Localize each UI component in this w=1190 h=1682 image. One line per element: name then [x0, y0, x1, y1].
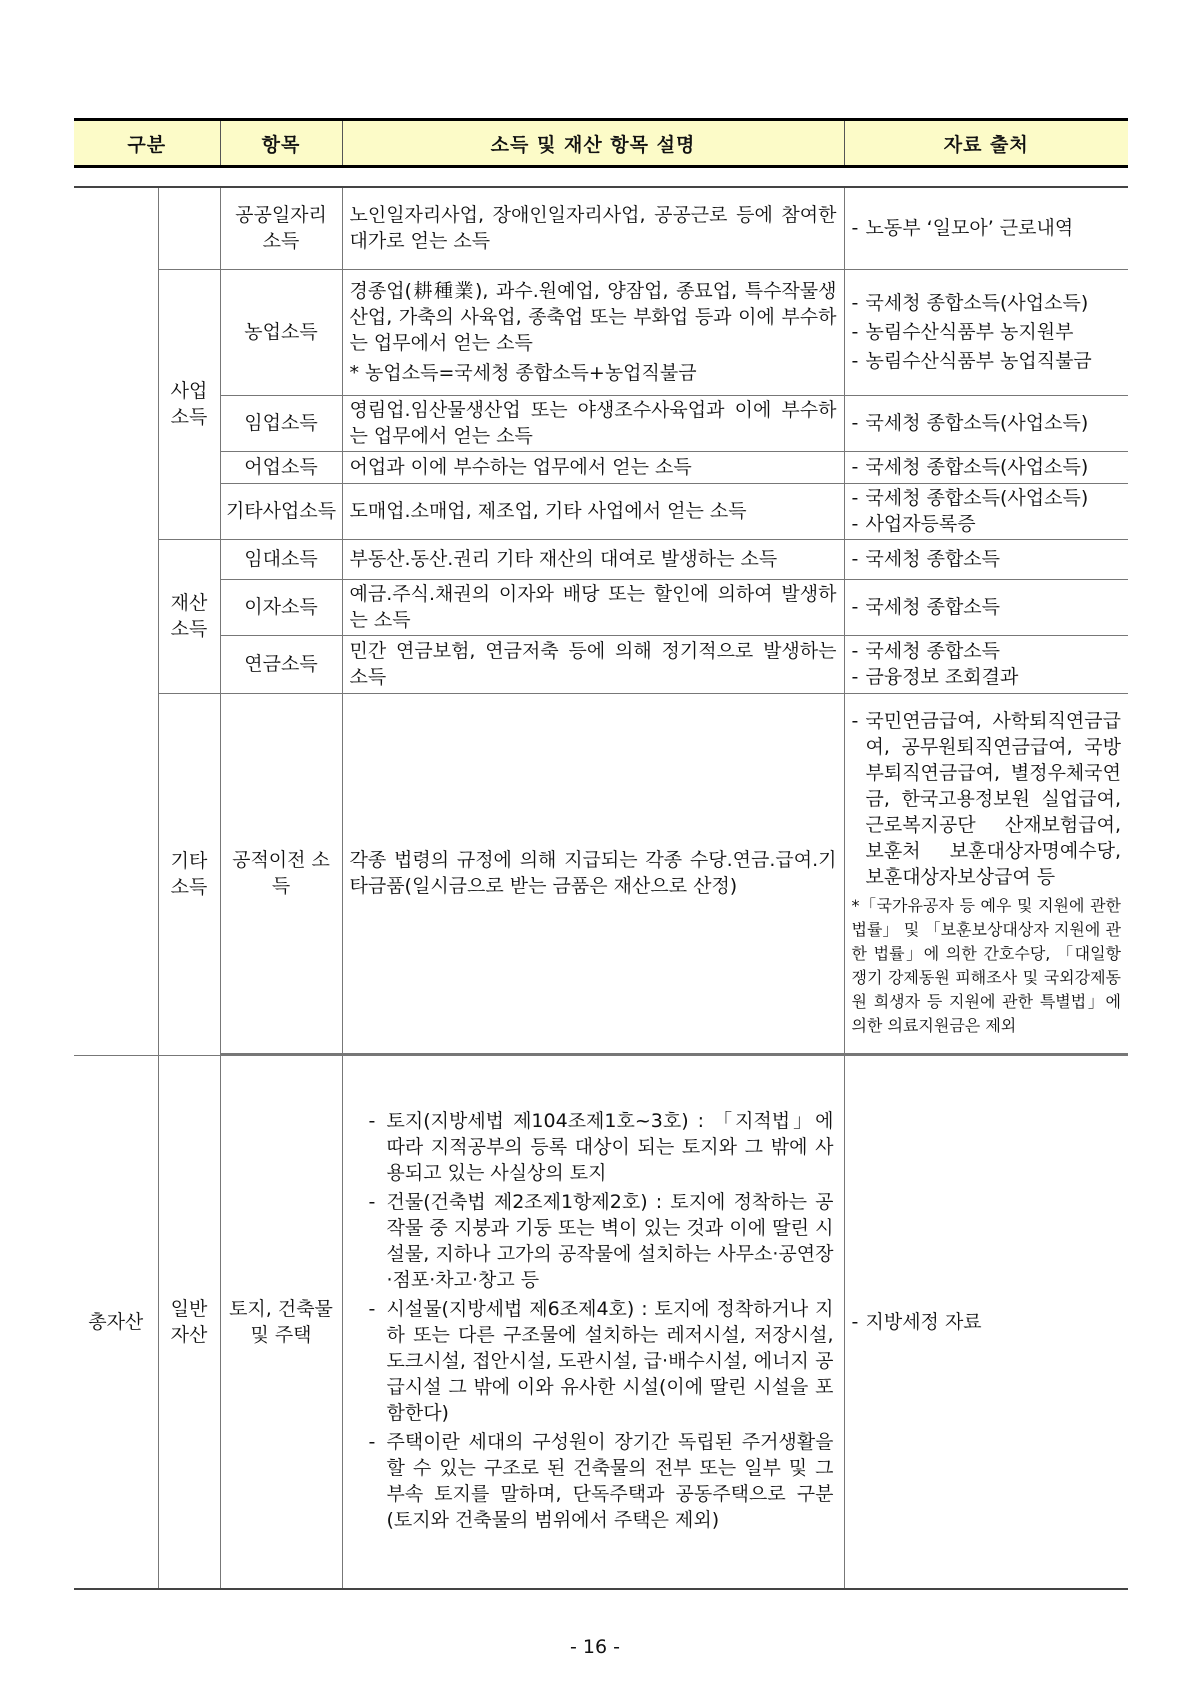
desc-farm: [342, 269, 844, 395]
source-line: - 국세청 종합소득: [852, 546, 1122, 572]
group-business-income: 사업 소득: [158, 269, 220, 539]
table-row: [74, 395, 1128, 451]
source-line: - 국세청 종합소득(사업소득): [852, 290, 1122, 316]
desc-farm-text: 경종업(耕種業), 과수.원예업, 양잠업, 종묘업, 특수작물생산업, 가축의 사육업, 종축업 또는 부화업 등과 이에 부수하는 업무에서 얻는 소득: [349, 280, 837, 354]
header-category: 구분: [74, 120, 220, 167]
item-forest: 임업소득: [220, 395, 342, 451]
source-line: - 금융정보 조회결과: [852, 664, 1122, 690]
desc-rent: 부동산.동산.권리 기타 재산의 대여로 발생하는 소득: [342, 539, 844, 579]
source-line: - 지방세정 자료: [852, 1309, 1122, 1335]
table-row: [74, 451, 1128, 483]
source-land-buildings-housing: [844, 1055, 1128, 1589]
blank-group-cell: [74, 187, 158, 1055]
source-line: - 사업자등록증: [852, 511, 1122, 537]
source-line: - 국세청 종합소득: [852, 638, 1122, 664]
table-row: [74, 187, 1128, 269]
header-description: 소득 및 재산 항목 설명: [342, 120, 844, 167]
group-other-income: 기타 소득: [158, 693, 220, 1055]
source-interest: [844, 579, 1128, 635]
source-rent: [844, 539, 1128, 579]
table-row: [74, 579, 1128, 635]
table-row: [74, 693, 1128, 1053]
item-fishery: 어업소득: [220, 451, 342, 483]
page-number: - 16 -: [570, 1636, 620, 1658]
source-line: - 농림수산식품부 농지원부: [852, 319, 1122, 345]
item-land-buildings-housing: 토지, 건축물 및 주택: [220, 1055, 342, 1589]
table-row: [74, 483, 1128, 539]
source-line: - 노동부 ‘일모아’ 근로내역: [852, 215, 1122, 241]
item-rent: 임대소득: [220, 539, 342, 579]
desc-bullet: - 주택이란 세대의 구성원이 장기간 독립된 주거생활을 할 수 있는 구조로 된 건축물의 전부 또는 일부 및 그 부속 토지를 말하며, 단독주택과 공동주택으로 구분(토지와 건축물의 범위에서 주택은 제외): [369, 1429, 834, 1533]
item-pension: 연금소득: [220, 635, 342, 693]
item-public-transfer: 공적이전 소득: [220, 693, 342, 1053]
income-property-table: [74, 186, 1128, 1590]
source-fishery: [844, 451, 1128, 483]
header-source: 자료 출처: [844, 120, 1128, 167]
group-property-income: 재산 소득: [158, 539, 220, 693]
group-total-assets: 총자산: [74, 1055, 158, 1589]
desc-bullet: - 건물(건축법 제2조제1항제2호) : 토지에 정착하는 공작물 중 지붕과 기둥 또는 벽이 있는 것과 이에 딸린 시설물, 지하나 고가의 공작물에 설치하는 사무소·공연장·점포·차고·창고 등: [369, 1189, 834, 1293]
desc-bullet: - 시설물(지방세법 제6조제4호) : 토지에 정착하거나 지하 또는 다른 구조물에 설치하는 레저시설, 저장시설, 도크시설, 접안시설, 도관시설, 급·배수시설, 에너지 공급시설 그 밖에 이와 유사한 시설(이에 딸린 시설을 포함한다): [369, 1296, 834, 1426]
desc-public-job: 노인일자리사업, 장애인일자리사업, 공공근로 등에 참여한 대가로 얻는 소득: [342, 187, 844, 269]
table-row: [74, 635, 1128, 693]
source-line: - 국세청 종합소득: [852, 594, 1122, 620]
source-line: - 국세청 종합소득(사업소득): [852, 485, 1122, 511]
source-public-transfer: [844, 693, 1128, 1053]
desc-land-buildings-housing: [342, 1055, 844, 1589]
source-forest: [844, 395, 1128, 451]
item-farm: 농업소득: [220, 269, 342, 395]
subgroup-general-assets: 일반 자산: [158, 1055, 220, 1589]
desc-forest: 영림업.임산물생산업 또는 야생조수사육업과 이에 부수하는 업무에서 얻는 소득: [342, 395, 844, 451]
desc-other-business: 도매업.소매업, 제조업, 기타 사업에서 얻는 소득: [342, 483, 844, 539]
source-farm: [844, 269, 1128, 395]
source-line: - 국민연금급여, 사학퇴직연금급여, 공무원퇴직연금급여, 국방부퇴직연금급여, 별정우체국연금, 한국고용정보원 실업급여, 근로복지공단 산재보험급여, 보훈처 보훈대상자명예수당, 보훈대상자보상급여 등: [852, 708, 1122, 890]
desc-fishery: 어업과 이에 부수하는 업무에서 얻는 소득: [342, 451, 844, 483]
table-row: [74, 269, 1128, 395]
desc-public-transfer: 각종 법령의 규정에 의해 지급되는 각종 수당.연금.급여.기타금품(일시금으로 받는 금품은 재산으로 산정): [342, 693, 844, 1053]
item-public-job: 공공일자리 소득: [220, 187, 342, 269]
source-line: - 농림수산식품부 농업직불금: [852, 348, 1122, 374]
item-interest: 이자소득: [220, 579, 342, 635]
table-row: [74, 1055, 1128, 1589]
desc-farm-note: * 농업소득=국세청 종합소득+농업직불금: [349, 362, 697, 384]
desc-bullet: - 토지(지방세법 제104조제1호~3호) : 「지적법」에 따라 지적공부의 등록 대상이 되는 토지와 그 밖에 사용되고 있는 사실상의 토지: [369, 1108, 834, 1186]
source-other-business: [844, 483, 1128, 539]
source-public-job: [844, 187, 1128, 269]
table-header: [74, 118, 1128, 168]
desc-pension: 민간 연금보험, 연금저축 등에 의해 정기적으로 발생하는 소득: [342, 635, 844, 693]
item-other-business: 기타사업소득: [220, 483, 342, 539]
blank-subgroup-cell: [158, 187, 220, 269]
desc-interest: 예금.주식.채권의 이자와 배당 또는 할인에 의하여 발생하는 소득: [342, 579, 844, 635]
source-pension: [844, 635, 1128, 693]
source-line: - 국세청 종합소득(사업소득): [852, 410, 1122, 436]
table-row: [74, 539, 1128, 579]
source-line: - 국세청 종합소득(사업소득): [852, 454, 1122, 480]
source-note: *「국가유공자 등 예우 및 지원에 관한 법률」 및 「보훈보상대상자 지원에 관한 법률」에 의한 간호수당, 「대일항쟁기 강제동원 피해조사 및 국외강제동원 희생자 등 지원에 관한 특별법」에 의한 의료지원금은 제외: [851, 896, 1121, 1035]
header-item: 항목: [220, 120, 342, 167]
